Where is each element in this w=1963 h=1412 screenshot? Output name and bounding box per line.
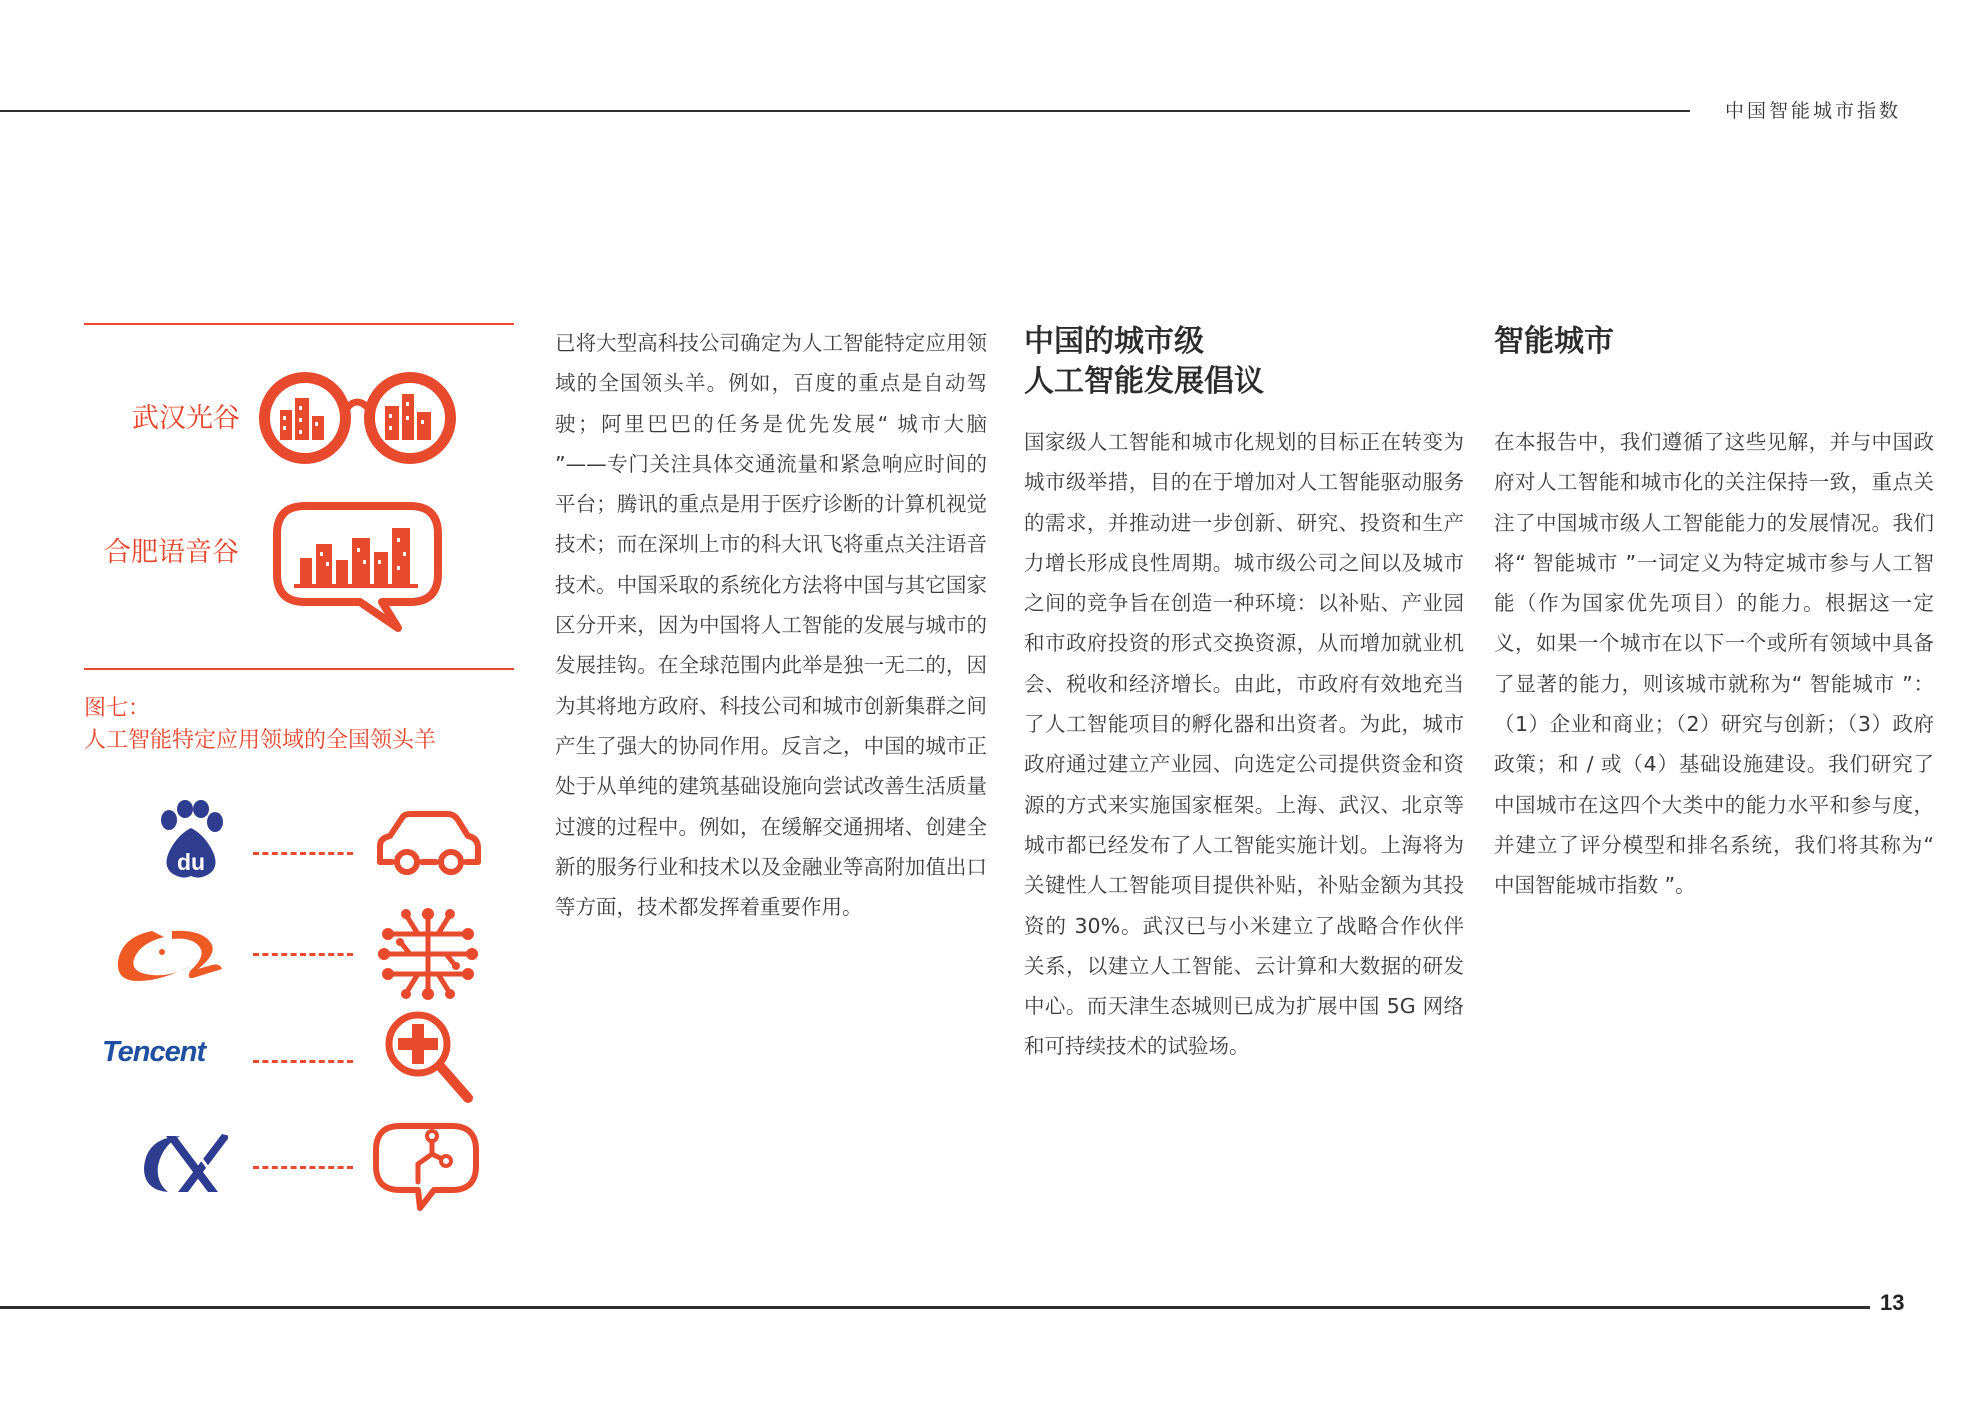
baidu-logo: [155, 800, 227, 880]
top-rule: [0, 110, 1690, 112]
figure-caption: [84, 693, 514, 757]
hub-label-hefei: 合肥语音谷: [104, 537, 239, 568]
connector-dash: [253, 1060, 353, 1063]
connector-dash: [253, 852, 353, 855]
voice-chat-icon: [370, 1120, 482, 1212]
iflytek-logo: [138, 1128, 228, 1198]
city-brain-circuit-icon: [378, 904, 478, 1004]
hub-label-wuhan: 武汉光谷: [132, 403, 240, 434]
baidu-logo-text: du: [176, 849, 206, 875]
figure-middle-rule: [84, 668, 514, 670]
report-title: 中国智能城市指数: [1725, 100, 1902, 122]
figure-caption-number: 图七：: [84, 696, 151, 721]
autonomous-car-icon: [372, 810, 484, 880]
tencent-logo: Tencent: [102, 1036, 206, 1068]
glasses-city-icon: [255, 368, 460, 468]
column3-body: 在本报告中，我们遵循了这些见解，并与中国政府对人工智能和城市化的关注保持一致，重点关注了中国城市级人工智能能力的发展情况。我们将“ 智能城市 ”一词定义为特定城市参与人工智能（作为国家优先项目）的能力。根据这一定义，如果一个城市在以下一个或所有领域中具备了显著的能力，则该城市就称为“ 智能城市 ”：（1）企业和商业；（2）研究与创新；（3）政府政策；和 / 或（4）基础设施建设。我们研究了中国城市在这四个大类中的能力水平和参与度，并建立了评分模型和排名系统，我们将其称为“ 中国智能城市指数 ”。: [1494, 430, 1934, 898]
connector-dash: [253, 1166, 353, 1169]
column2-heading: [1024, 322, 1464, 402]
medical-search-icon: [382, 1008, 474, 1108]
alibaba-logo: [112, 925, 227, 987]
column1-body: 已将大型高科技公司确定为人工智能特定应用领域的全国领头羊。例如，百度的重点是自动驾驶；阿里巴巴的任务是优先发展“ 城市大脑 ”——专门关注具体交通流量和紧急响应时间的平台；腾讯的重点是用于医疗诊断的计算机视觉技术；而在深圳上市的科大讯飞将重点关注语音技术。中国采取的系统化方法将中国与其它国家区分开来，因为中国将人工智能的发展与城市的发展挂钩。在全球范围内此举是独一无二的，因为其将地方政府、科技公司和城市创新集群之间产生了强大的协同作用。反言之，中国的城市正处于从单纯的建筑基础设施向尝试改善生活质量过渡的过程中。例如，在缓解交通拥堵、创建全新的服务行业和技术以及金融业等高附加值出口等方面，技术都发挥着重要作用。: [555, 331, 987, 920]
page-number: 13: [1880, 1290, 1905, 1315]
column2-heading-line2: 人工智能发展倡议: [1024, 364, 1264, 399]
column3-heading: 智能城市: [1494, 324, 1614, 359]
column2-body: 国家级人工智能和城市化规划的目标正在转变为城市级举措，目的在于增加对人工智能驱动服务的需求，并推动进一步创新、研究、投资和生产力增长形成良性周期。城市级公司之间以及城市之间的竞争旨在创造一种环境：以补贴、产业园和市政府投资的形式交换资源，从而增加就业机会、税收和经济增长。由此，市政府有效地充当了人工智能项目的孵化器和出资者。为此，城市政府通过建立产业园、向选定公司提供资金和资源的方式来实施国家框架。上海、武汉、北京等城市都已经发布了人工智能实施计划。上海将为关键性人工智能项目提供补贴，补贴金额为其投资的 30%。武汉已与小米建立了战略合作伙伴关系，以建立人工智能、云计算和大数据的研发中心。而天津生态城则已成为扩展中国 5G 网络和可持续技术的试验场。: [1024, 430, 1464, 1059]
column2-heading-line1: 中国的城市级: [1024, 324, 1204, 359]
bottom-rule: [0, 1306, 1870, 1309]
figure-caption-title: 人工智能特定应用领域的全国领头羊: [84, 728, 437, 753]
speech-bubble-city-icon: [270, 498, 445, 633]
figure-top-rule: [84, 323, 514, 325]
connector-dash: [253, 953, 353, 956]
